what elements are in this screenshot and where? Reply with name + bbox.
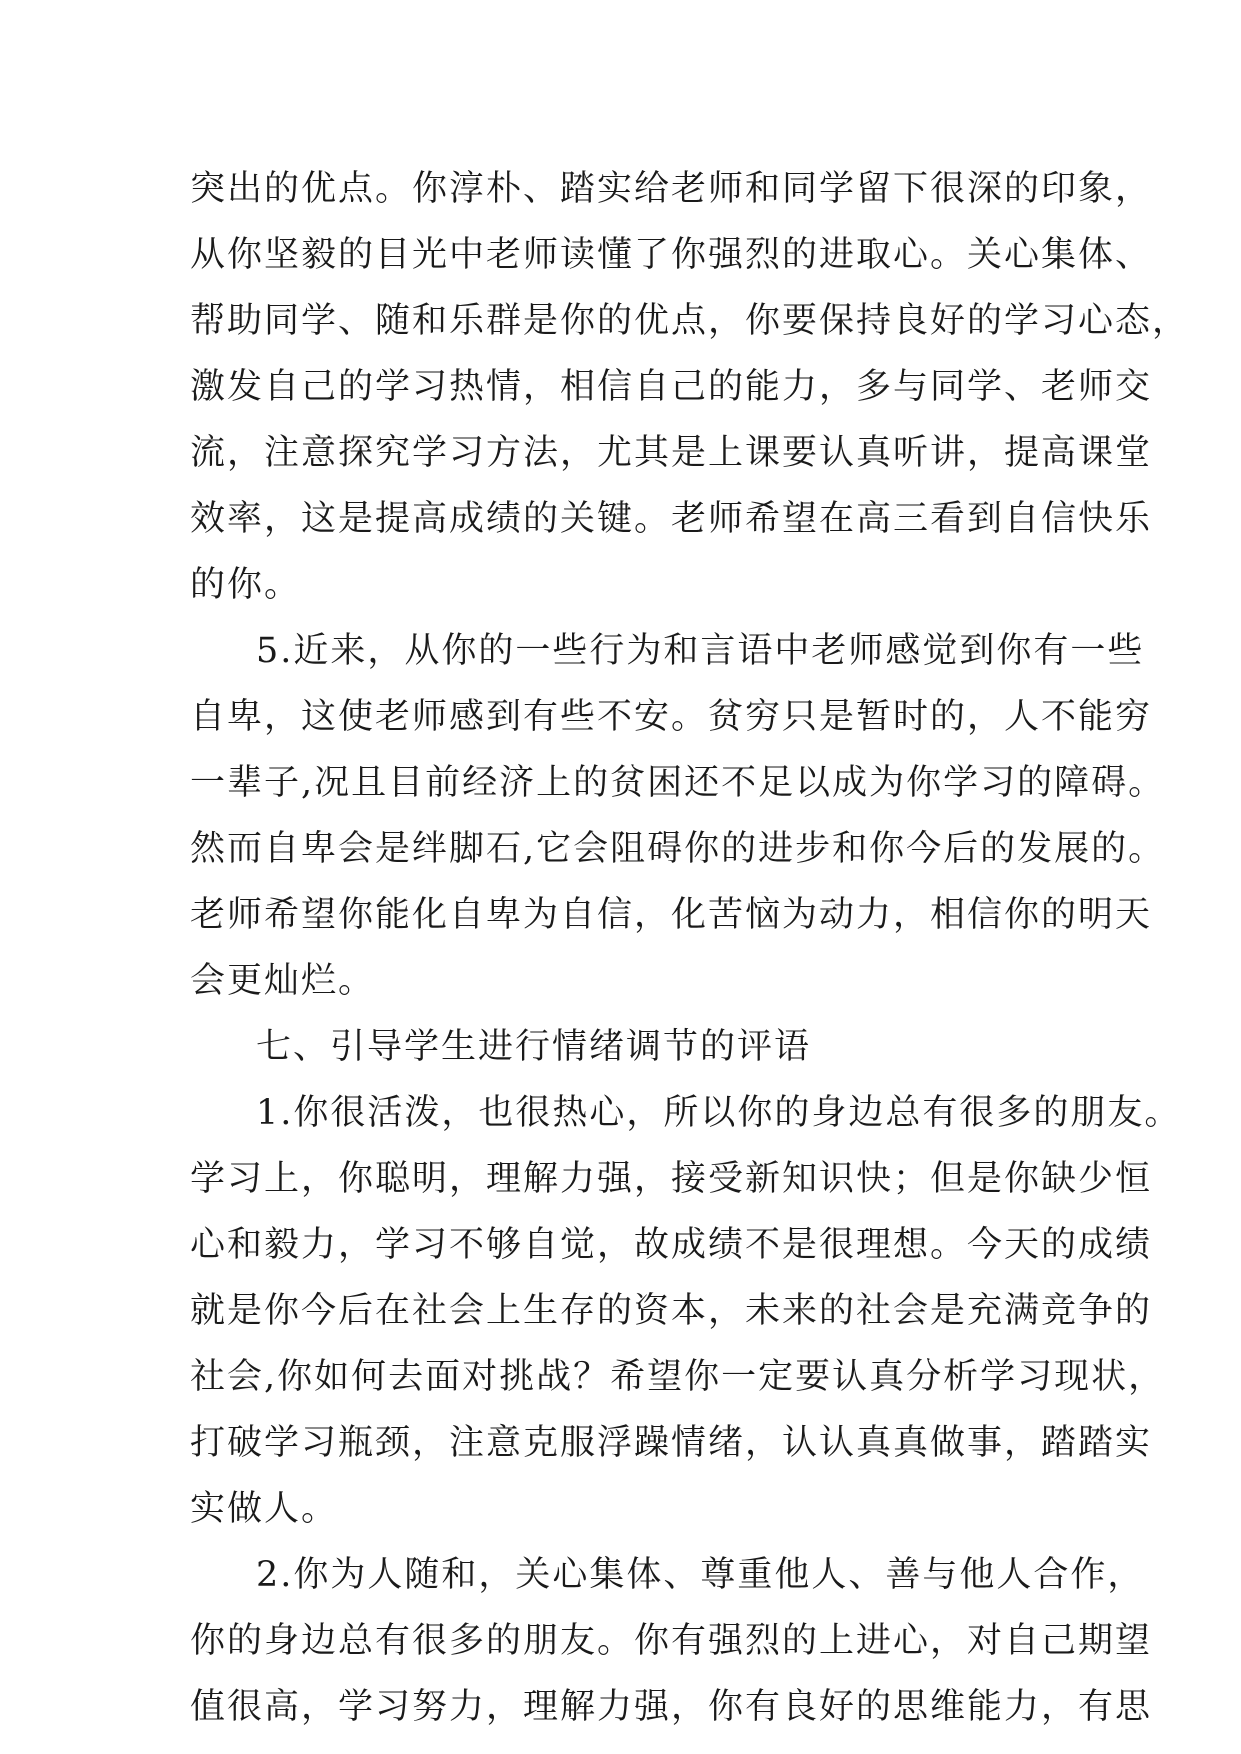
section-heading: 七、引导学生进行情绪调节的评语 [256,1027,812,1067]
text-line: 流，注意探究学习方法，尤其是上课要认真听讲，提高课堂 [190,433,1153,473]
text-line: 社会,你如何去面对挑战？希望你一定要认真分析学习现状， [190,1357,1166,1397]
text-line: 学习上，你聪明，理解力强，接受新知识快；但是你缺少恒 [190,1159,1153,1199]
text-line: 你的身边总有很多的朋友。你有强烈的上进心，对自己期望 [190,1621,1153,1661]
text-line: 的你。 [190,565,302,605]
text-line: 自卑，这使老师感到有些不安。贫穷只是暂时的，人不能穷 [190,697,1153,737]
text-line: 激发自己的学习热情，相信自己的能力，多与同学、老师交 [190,367,1153,407]
text-line: 效率，这是提高成绩的关键。老师希望在高三看到自信快乐 [190,499,1153,539]
text-line: 就是你今后在社会上生存的资本，未来的社会是充满竞争的 [190,1291,1153,1331]
text-line: 会更灿烂。 [190,961,376,1001]
text-line: 值很高，学习努力，理解力强，你有良好的思维能力，有思 [190,1687,1153,1727]
text-line: 实做人。 [190,1489,339,1529]
text-line: 从你坚毅的目光中老师读懂了你强烈的进取心。关心集体、 [190,235,1153,275]
text-line: 打破学习瓶颈，注意克服浮躁情绪，认认真真做事，踏踏实 [190,1423,1153,1463]
text-line: 然而自卑会是绊脚石,它会阻碍你的进步和你今后的发展的。 [190,829,1166,869]
paragraph-start-line: 2.你为人随和，关心集体、尊重他人、善与他人合作， [256,1555,1145,1595]
text-line: 心和毅力，学习不够自觉，故成绩不是很理想。今天的成绩 [190,1225,1153,1265]
paragraph-start-line: 5.近来，从你的一些行为和言语中老师感觉到你有一些 [256,631,1145,671]
text-line: 老师希望你能化自卑为自信，化苦恼为动力，相信你的明天 [190,895,1153,935]
text-line: 帮助同学、随和乐群是你的优点，你要保持良好的学习心态， [190,301,1190,341]
text-line: 一辈子,况且目前经济上的贫困还不足以成为你学习的障碍。 [190,763,1166,803]
paragraph-start-line: 1.你很活泼，也很热心，所以你的身边总有很多的朋友。 [256,1093,1182,1133]
text-line: 突出的优点。你淳朴、踏实给老师和同学留下很深的印象， [190,169,1153,209]
